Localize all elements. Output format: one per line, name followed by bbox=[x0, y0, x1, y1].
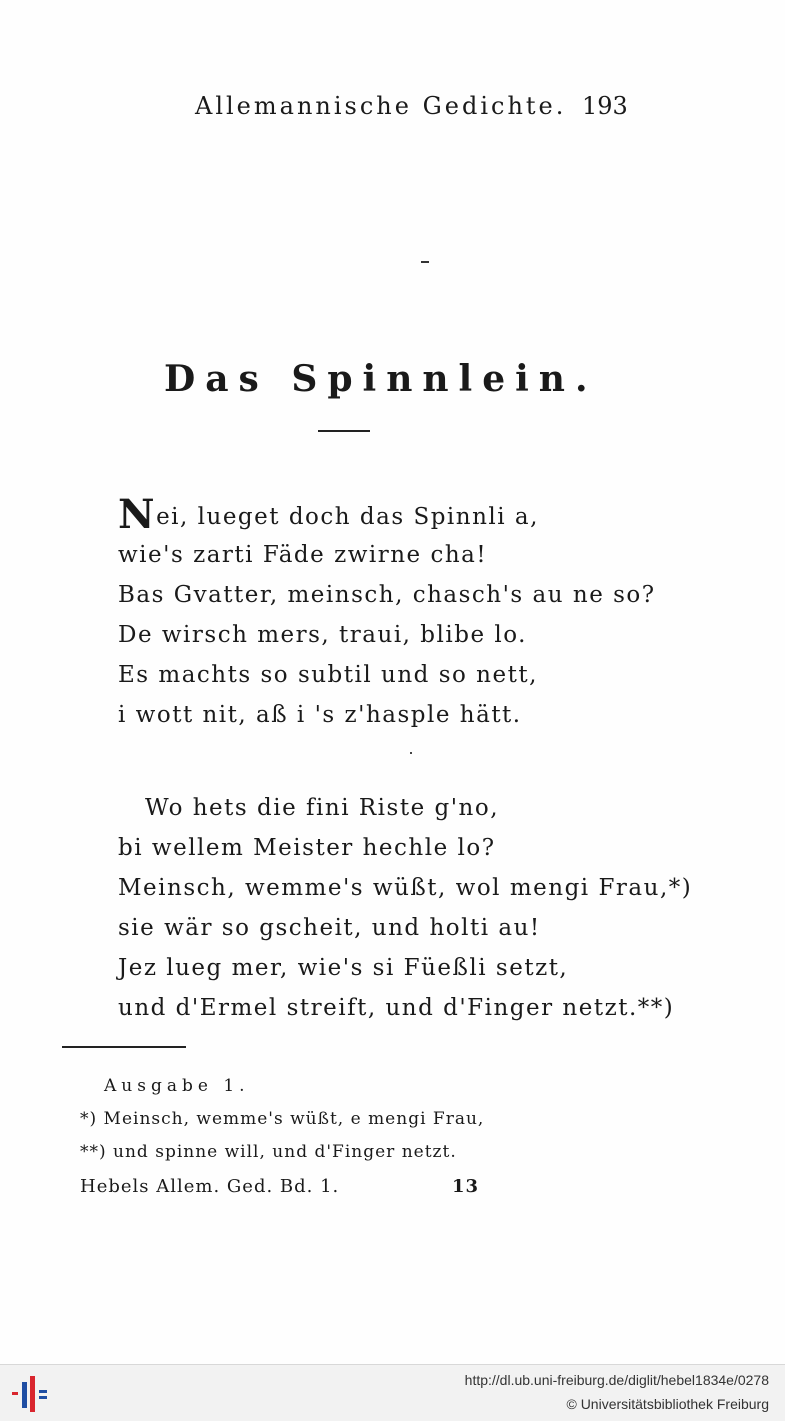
poem-line-text: ei, lueget doch das Spinnli a, bbox=[156, 504, 539, 530]
title-divider bbox=[318, 430, 370, 432]
poem-line: wie's zarti Fäde zwirne cha! bbox=[118, 542, 488, 568]
page-number: 193 bbox=[582, 92, 628, 120]
drop-initial: N bbox=[118, 491, 157, 538]
footnote-1: *) Meinsch, wemme's wüßt, e mengi Frau, bbox=[80, 1109, 485, 1129]
poem-line: sie wär so gscheit, und holti au! bbox=[118, 915, 541, 941]
poem-title: Das Spinnlein. bbox=[164, 358, 598, 400]
poem-line: Bas Gvatter, meinsch, chasch's au ne so? bbox=[118, 582, 656, 608]
logo-red-bar-left bbox=[12, 1392, 18, 1395]
poem-line bbox=[118, 491, 656, 538]
logo-red-bar-mid bbox=[30, 1376, 35, 1412]
running-title: Allemannische Gedichte. bbox=[195, 92, 567, 120]
logo-blue-bar bbox=[22, 1382, 27, 1408]
poem-line: und d'Ermel streift, und d'Finger netzt.**) bbox=[118, 995, 675, 1021]
ornament-dash bbox=[421, 261, 429, 263]
print-speck bbox=[410, 752, 412, 754]
footnotes bbox=[80, 1070, 484, 1169]
signature-text: Hebels Allem. Ged. Bd. 1. bbox=[80, 1176, 340, 1197]
poem-line: Wo hets die fini Riste g'no, bbox=[145, 795, 500, 821]
logo-blue-bar-right-2 bbox=[39, 1396, 47, 1399]
printer-signature bbox=[80, 1172, 480, 1202]
logo-blue-bar-right bbox=[39, 1390, 47, 1393]
ub-freiburg-logo-icon[interactable] bbox=[12, 1374, 50, 1414]
poem-line: i wott nit, aß i 's z'hasple hätt. bbox=[118, 702, 522, 728]
footnote-2: **) und spinne will, und d'Finger netzt. bbox=[80, 1142, 457, 1162]
poem-line: Jez lueg mer, wie's si Füeßli setzt, bbox=[118, 955, 569, 981]
library-footer bbox=[0, 1364, 785, 1421]
signature-number: 13 bbox=[452, 1176, 480, 1197]
footnote-divider bbox=[62, 1046, 186, 1048]
footnote-heading: Ausgabe 1. bbox=[104, 1076, 250, 1096]
poem-line: bi wellem Meister hechle lo? bbox=[118, 835, 496, 861]
poem-line: Es machts so subtil und so nett, bbox=[118, 662, 538, 688]
poem-line: De wirsch mers, traui, blibe lo. bbox=[118, 622, 527, 648]
stanza-1 bbox=[118, 491, 656, 735]
poem-line: Meinsch, wemme's wüßt, wol mengi Frau,*) bbox=[118, 875, 693, 901]
copyright-notice: © Universitätsbibliothek Freiburg bbox=[566, 1396, 769, 1412]
permalink-url[interactable]: http://dl.ub.uni-freiburg.de/diglit/hebel1834e/0278 bbox=[464, 1372, 769, 1388]
stanza-2 bbox=[118, 788, 692, 1028]
